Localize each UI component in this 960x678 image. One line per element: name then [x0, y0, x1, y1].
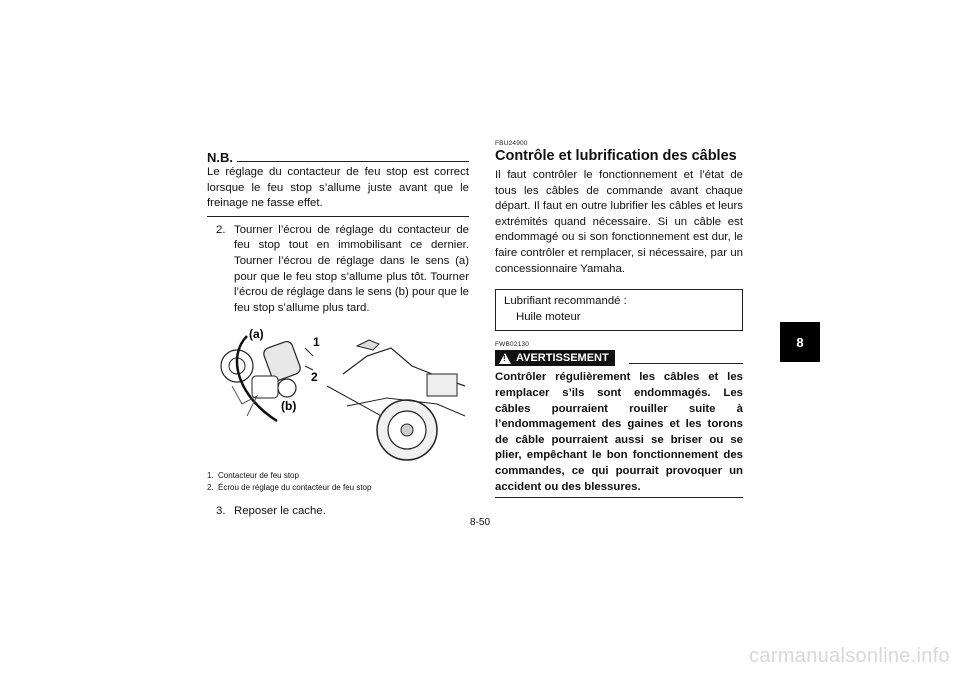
caption-1 [207, 470, 469, 482]
nb-rule [237, 161, 469, 162]
atv-body [427, 374, 457, 396]
section-title: Contrôle et lubrification des câbles [495, 148, 737, 164]
caption-2 [207, 482, 469, 494]
label-2: 2 [311, 370, 318, 385]
caption-1-text: Contacteur de feu stop [218, 471, 299, 481]
step-3-number: 3. [216, 505, 226, 518]
nb-label: N.B. [207, 150, 233, 165]
warning-code: FWB02130 [495, 341, 530, 349]
warning-end-rule [495, 497, 743, 498]
step-2 [207, 223, 469, 317]
caption-2-number: 2. [207, 483, 214, 493]
step-2-text: Tourner l’écrou de réglage du contacteur de feu stop tout en immobilisant ce dernier. Tourner l’écrou de réglage dans le sens (a) pour que le feu stop s’allume plus tôt. Tourner l’écrou de réglage dans le sens (b) pour que le feu stop s’allume plus tard. [234, 223, 469, 314]
connector-line [327, 386, 385, 418]
warning-heading [495, 350, 743, 366]
adjust-nut [252, 376, 278, 398]
box-line-1: Lubrifiant recommandé : [504, 295, 627, 308]
watermark: carmanualsonline.info [749, 645, 950, 667]
page-number: 8-50 [469, 517, 490, 528]
nb-heading [207, 150, 469, 165]
warning-text: Contrôler régulièrement les câbles et les remplacer s’ils sont endommagés. Les câbles pourraient rouiller suite à l’endommagement des gaines et les torons de câble pourraient aussi se briser ou se plier, empêchant le bon fonctionnement des commandes, ce qui pourrait provoquer un accident ou des blessures. [495, 371, 743, 493]
atv-handlebar [357, 340, 379, 350]
warning-badge [495, 350, 615, 366]
chapter-tab: 8 [780, 322, 820, 362]
nb-text: Le réglage du contacteur de feu stop est correct lorsque le feu stop s’allume juste avant que le freinage ne fasse effet. [207, 166, 469, 210]
section-paragraph: Il faut contrôler le fonctionnement et l’état de tous les câbles de commande avant chaque départ. Il faut en outre lubrifier les câbles et leurs extrémités quand nécessaire. Si un câble est endommagé ou si son fonctionnement est dur, le faire contrôler et remplacer, si nécessaire, par un concessionnaire Yamaha. [495, 169, 743, 275]
left-column [207, 150, 469, 520]
warning-triangle-icon: ! [499, 353, 511, 364]
label-b: (b) [281, 399, 297, 414]
step-3-text: Reposer le cache. [234, 505, 326, 518]
step-2-number: 2. [216, 223, 226, 236]
right-column [495, 140, 743, 498]
warning-label: AVERTISSEMENT [516, 352, 609, 365]
caption-1-number: 1. [207, 471, 214, 481]
box-line-2: Huile moteur [516, 310, 581, 323]
recommended-lubricant-box [495, 289, 743, 331]
section-code: FBU24900 [495, 140, 528, 147]
figure-illustration [207, 326, 469, 464]
label-a: (a) [249, 327, 264, 342]
warning-rule [629, 363, 743, 364]
nut-circle [278, 379, 296, 397]
brake-switch-figure [207, 326, 469, 464]
caption-2-text: Écrou de réglage du contacteur de feu stop [218, 483, 372, 493]
nb-end-rule [207, 216, 469, 217]
label-1: 1 [313, 335, 320, 350]
figure-captions [207, 470, 469, 494]
atv-hub [401, 424, 413, 436]
